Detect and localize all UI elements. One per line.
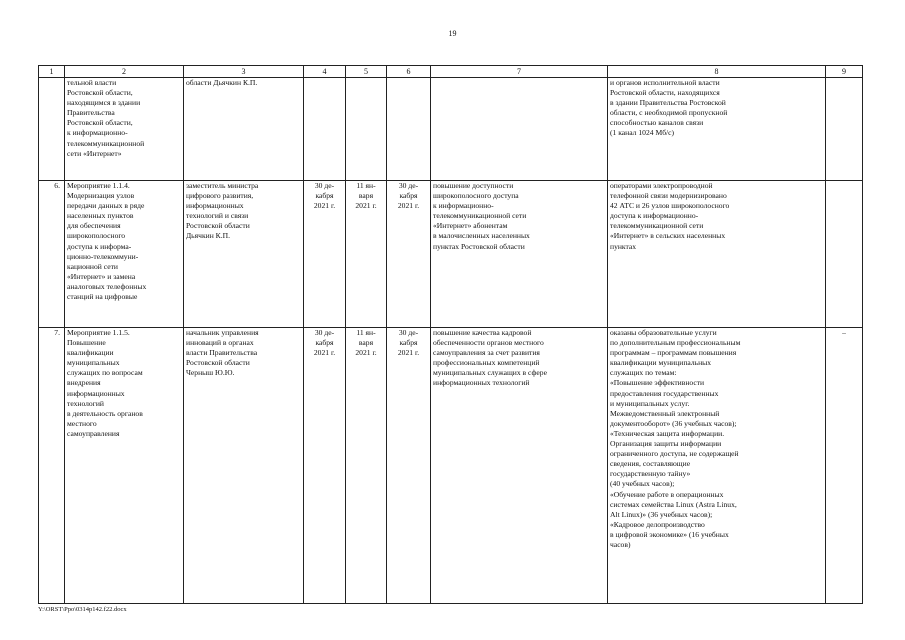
- responsible-cell: начальник управления инноваций в органах власти Правительства Ростовской области Черныш Ю.Ю.: [184, 328, 304, 604]
- row-number: [39, 78, 65, 181]
- column-header: 5: [346, 66, 387, 78]
- table-row: [39, 78, 863, 181]
- row-number: 7.: [39, 328, 65, 604]
- date-cell: 30 де- кабря 2021 г.: [387, 328, 431, 604]
- document-table: [38, 65, 863, 604]
- date-cell: [387, 78, 431, 181]
- column-header: 4: [304, 66, 346, 78]
- date-cell: 30 де- кабря 2021 г.: [387, 181, 431, 328]
- column-header: 2: [65, 66, 184, 78]
- measure-cell: Мероприятие 1.1.4. Модернизация узлов передачи данных в ряде населенных пунктов для обеспечения широкополосного доступа к информа- ционно-телекоммуни- кационной сети «Интернет» и замена аналоговых телефонных станций на цифровые: [65, 181, 184, 328]
- column-header: 6: [387, 66, 431, 78]
- date-cell: 11 ян- варя 2021 г.: [346, 181, 387, 328]
- responsible-cell: заместитель министра цифрового развития, информационных технологий и связи Ростовской области Дьячкин К.П.: [184, 181, 304, 328]
- column-header: 8: [608, 66, 826, 78]
- column-header: 7: [431, 66, 608, 78]
- date-cell: [346, 78, 387, 181]
- actual-result-cell: оказаны образовательные услуги по дополнительным профессиональным программам – программам повышения квалификации муниципальных служащих по темам: «Повышение эффективности предоставления государственных и муниципальных услуг. Межведомственный электронный документооборот» (36 учебных часов); «Техническая защита информации. Организация защиты информации ограниченного доступа, не содержащей сведения, составляющие государственную тайну» (40 учебных часов); «Обучение работе в операционных системах семейства Linux (Astra Linux, Alt Linux)» (36 учебных часов); «Кадровое делопроизводство в цифровой экономике» (16 учебных часов): [608, 328, 826, 604]
- date-cell: 11 ян- варя 2021 г.: [346, 328, 387, 604]
- notes-cell: [826, 78, 863, 181]
- date-cell: 30 де- кабря 2021 г.: [304, 328, 346, 604]
- expected-result-cell: повышение качества кадровой обеспеченности органов местного самоуправления за счет развития профессиональных компетенций муниципальных служащих в сфере информационных технологий: [431, 328, 608, 604]
- expected-result-cell: повышение доступности широкополосного доступа к информационно- телекоммуникационной сети «Интернет» абонентам в малочисленных населенных пунктах Ростовской области: [431, 181, 608, 328]
- notes-cell: [826, 181, 863, 328]
- row-number: 6.: [39, 181, 65, 328]
- responsible-cell: области Дьячкин К.П.: [184, 78, 304, 181]
- file-path: Y:\ORST\Ppo\0314p142.f22.docx: [38, 606, 127, 613]
- date-cell: 30 де- кабря 2021 г.: [304, 181, 346, 328]
- expected-result-cell: [431, 78, 608, 181]
- column-header: 1: [39, 66, 65, 78]
- column-header: 9: [826, 66, 863, 78]
- page-number: 19: [448, 29, 457, 38]
- measure-cell: Мероприятие 1.1.5. Повышение квалификации муниципальных служащих по вопросам внедрения информационных технологий в деятельность органов местного самоуправления: [65, 328, 184, 604]
- actual-result-cell: и органов исполнительной власти Ростовской области, находящихся в здании Правительства Ростовской области, с необходимой пропускной способностью каналов связи (1 канал 1024 Мб/с): [608, 78, 826, 181]
- table-row: [39, 328, 863, 604]
- column-header: 3: [184, 66, 304, 78]
- date-cell: [304, 78, 346, 181]
- measure-cell: тельной власти Ростовской области, находящимся в здании Правительства Ростовской области, к информационно- телекоммуникационной сети «Интернет»: [65, 78, 184, 181]
- actual-result-cell: операторами электропроводной телефонной связи модернизировано 42 АТС и 26 узлов широкополосного доступа к информационно- телекоммуникационной сети «Интернет» в сельских населенных пунктах: [608, 181, 826, 328]
- table-header-row: [39, 66, 863, 78]
- table-row: [39, 181, 863, 328]
- notes-cell: –: [826, 328, 863, 604]
